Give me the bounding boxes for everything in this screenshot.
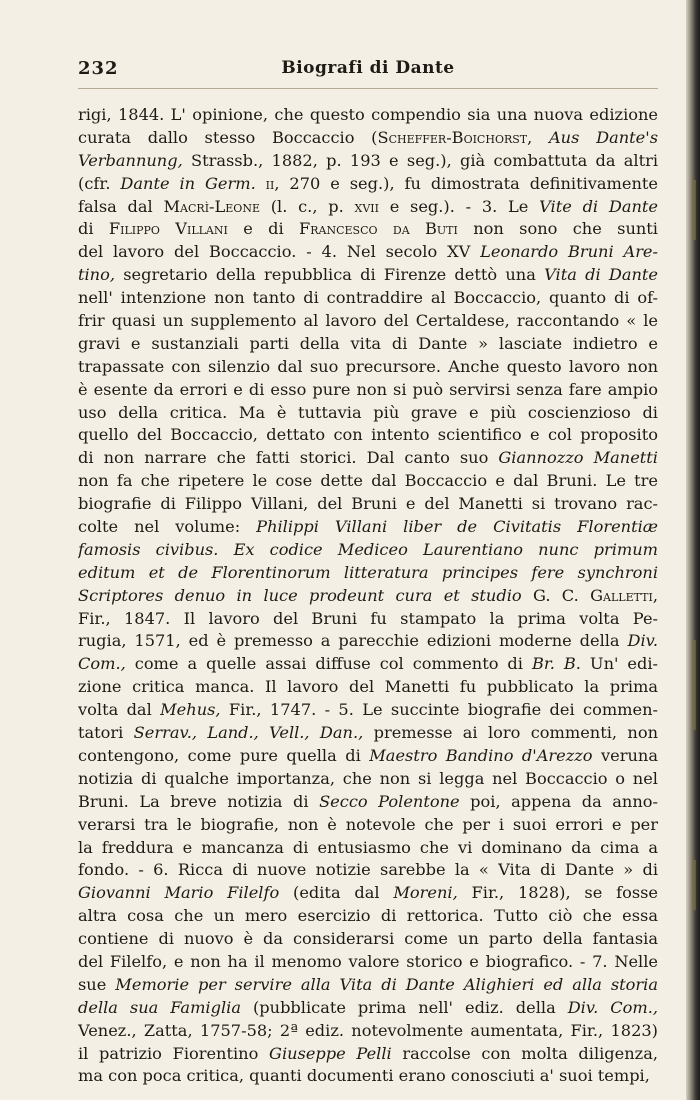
text-line: Venez., Zatta, 1757-58; 2ª ediz. notevolmente aumentata, Fir., 1823)	[78, 1020, 658, 1040]
text-line: biografie di Filippo Villani, del Bruni e del Manetti si trovano rac-	[78, 494, 658, 514]
text-line: Scriptores denuo in luce prodeunt cura et studio G. C. Galletti,	[78, 585, 658, 605]
text-line: Fir., 1847. Il lavoro del Bruni fu stampato la prima volta Pe-	[78, 608, 658, 628]
text-line: trapassate con silenzio dal suo precursore. Anche questo lavoro non	[78, 356, 658, 376]
text-line: tino, segretario della repubblica di Firenze dettò una Vita di Dante	[78, 265, 658, 285]
text-line: nell' intenzione non tanto di contraddire al Boccaccio, quanto di of-	[78, 288, 658, 308]
text-line: (cfr. Dante in Germ. ii, 270 e seg.), fu dimostrata definitivamente	[78, 173, 658, 193]
text-line: non fa che ripetere le cose dette dal Boccaccio e dal Bruni. Le tre	[78, 471, 658, 491]
text-line: gravi e sustanziali parti della vita di Dante » lasciate indietro e	[78, 333, 658, 353]
page-header	[78, 58, 658, 84]
text-line: Giovanni Mario Filelfo (edita dal Moreni, Fir., 1828), se fosse	[78, 883, 658, 903]
text-line: rigi, 1844. L' opinione, che questo compendio sia una nuova edizione	[78, 105, 658, 124]
text-line: del Filelfo, e non ha il menomo valore storico e biografico. - 7. Nelle	[78, 951, 658, 971]
text-line: è esente da errori e di esso pure non si può servirsi senza fare ampio	[78, 379, 658, 399]
text-line: altra cosa che un mero esercizio di rettorica. Tutto ciò che essa	[78, 906, 658, 926]
text-line: notizia di qualche importanza, che non si legga nel Boccaccio o nel	[78, 768, 658, 788]
text-line: Bruni. La breve notizia di Secco Polentone poi, appena da anno-	[78, 791, 658, 811]
text-line: Com., come a quelle assai diffuse col commento di Br. B. Un' edi-	[78, 654, 658, 674]
body-text	[78, 104, 658, 1088]
text-line: zione critica manca. Il lavoro del Manetti fu pubblicato la prima	[78, 677, 658, 697]
spine-mark	[693, 180, 696, 240]
text-line: falsa dal Macrì-Leone (l. c., p. xvii e seg.). - 3. Le Vite di Dante	[78, 196, 658, 216]
running-title: Biografi di Dante	[281, 58, 455, 78]
text-line: sue Memorie per servire alla Vita di Dante Alighieri ed alla storia	[78, 974, 658, 994]
text-line: il patrizio Fiorentino Giuseppe Pelli raccolse con molta diligenza,	[78, 1043, 658, 1063]
text-line: verarsi tra le biografie, non è notevole che per i suoi errori e per	[78, 814, 658, 834]
text-line: curata dallo stesso Boccaccio (Scheffer-Boichorst, Aus Dante's	[78, 127, 658, 147]
text-line: Verbannung, Strassb., 1882, p. 193 e seg.), già combattuta da altri	[78, 150, 658, 170]
text-line: tatori Serrav., Land., Vell., Dan., premesse ai loro commenti, non	[78, 723, 658, 743]
text-line: di non narrare che fatti storici. Dal canto suo Giannozzo Manetti	[78, 448, 658, 468]
spine-mark	[693, 860, 696, 910]
text-line: uso della critica. Ma è tuttavia più grave e più coscienzioso di	[78, 402, 658, 422]
spine-mark	[693, 640, 696, 730]
text-line: contengono, come pure quella di Maestro Bandino d'Arezzo veruna	[78, 745, 658, 765]
text-line: editum et de Florentinorum litteratura principes fere synchroni	[78, 562, 658, 582]
text-line: della sua Famiglia (pubblicate prima nell' ediz. della Div. Com.,	[78, 997, 658, 1017]
text-line: fondo. - 6. Ricca di nuove notizie sarebbe la « Vita di Dante » di	[78, 860, 658, 880]
text-line: volta dal Mehus, Fir., 1747. - 5. Le succinte biografie dei commen-	[78, 700, 658, 720]
text-line: di Filippo Villani e di Francesco da Buti non sono che sunti	[78, 219, 658, 239]
text-line: contiene di nuovo è da considerarsi come un parto della fantasia	[78, 929, 658, 949]
text-line: la freddura e mancanza di entusiasmo che vi dominano da cima a	[78, 837, 658, 857]
header-rule	[78, 88, 658, 89]
text-line: frir quasi un supplemento al lavoro del Certaldese, raccontando « le	[78, 311, 658, 331]
text-line: ma con poca critica, quanti documenti erano conosciuti a' suoi tempi,	[78, 1066, 650, 1086]
page-number: 232	[78, 58, 119, 79]
text-line: del lavoro del Boccaccio. - 4. Nel secolo XV Leonardo Bruni Are-	[78, 242, 658, 262]
text-line: rugia, 1571, ed è premesso a parecchie edizioni moderne della Div.	[78, 631, 658, 651]
text-line: famosis civibus. Ex codice Mediceo Laurentiano nunc primum	[78, 539, 658, 559]
book-spine-shadow	[686, 0, 700, 1100]
text-line: colte nel volume: Philippi Villani liber de Civitatis Florentiæ	[78, 517, 658, 537]
text-line: quello del Boccaccio, dettato con intento scientifico e col proposito	[78, 425, 658, 445]
